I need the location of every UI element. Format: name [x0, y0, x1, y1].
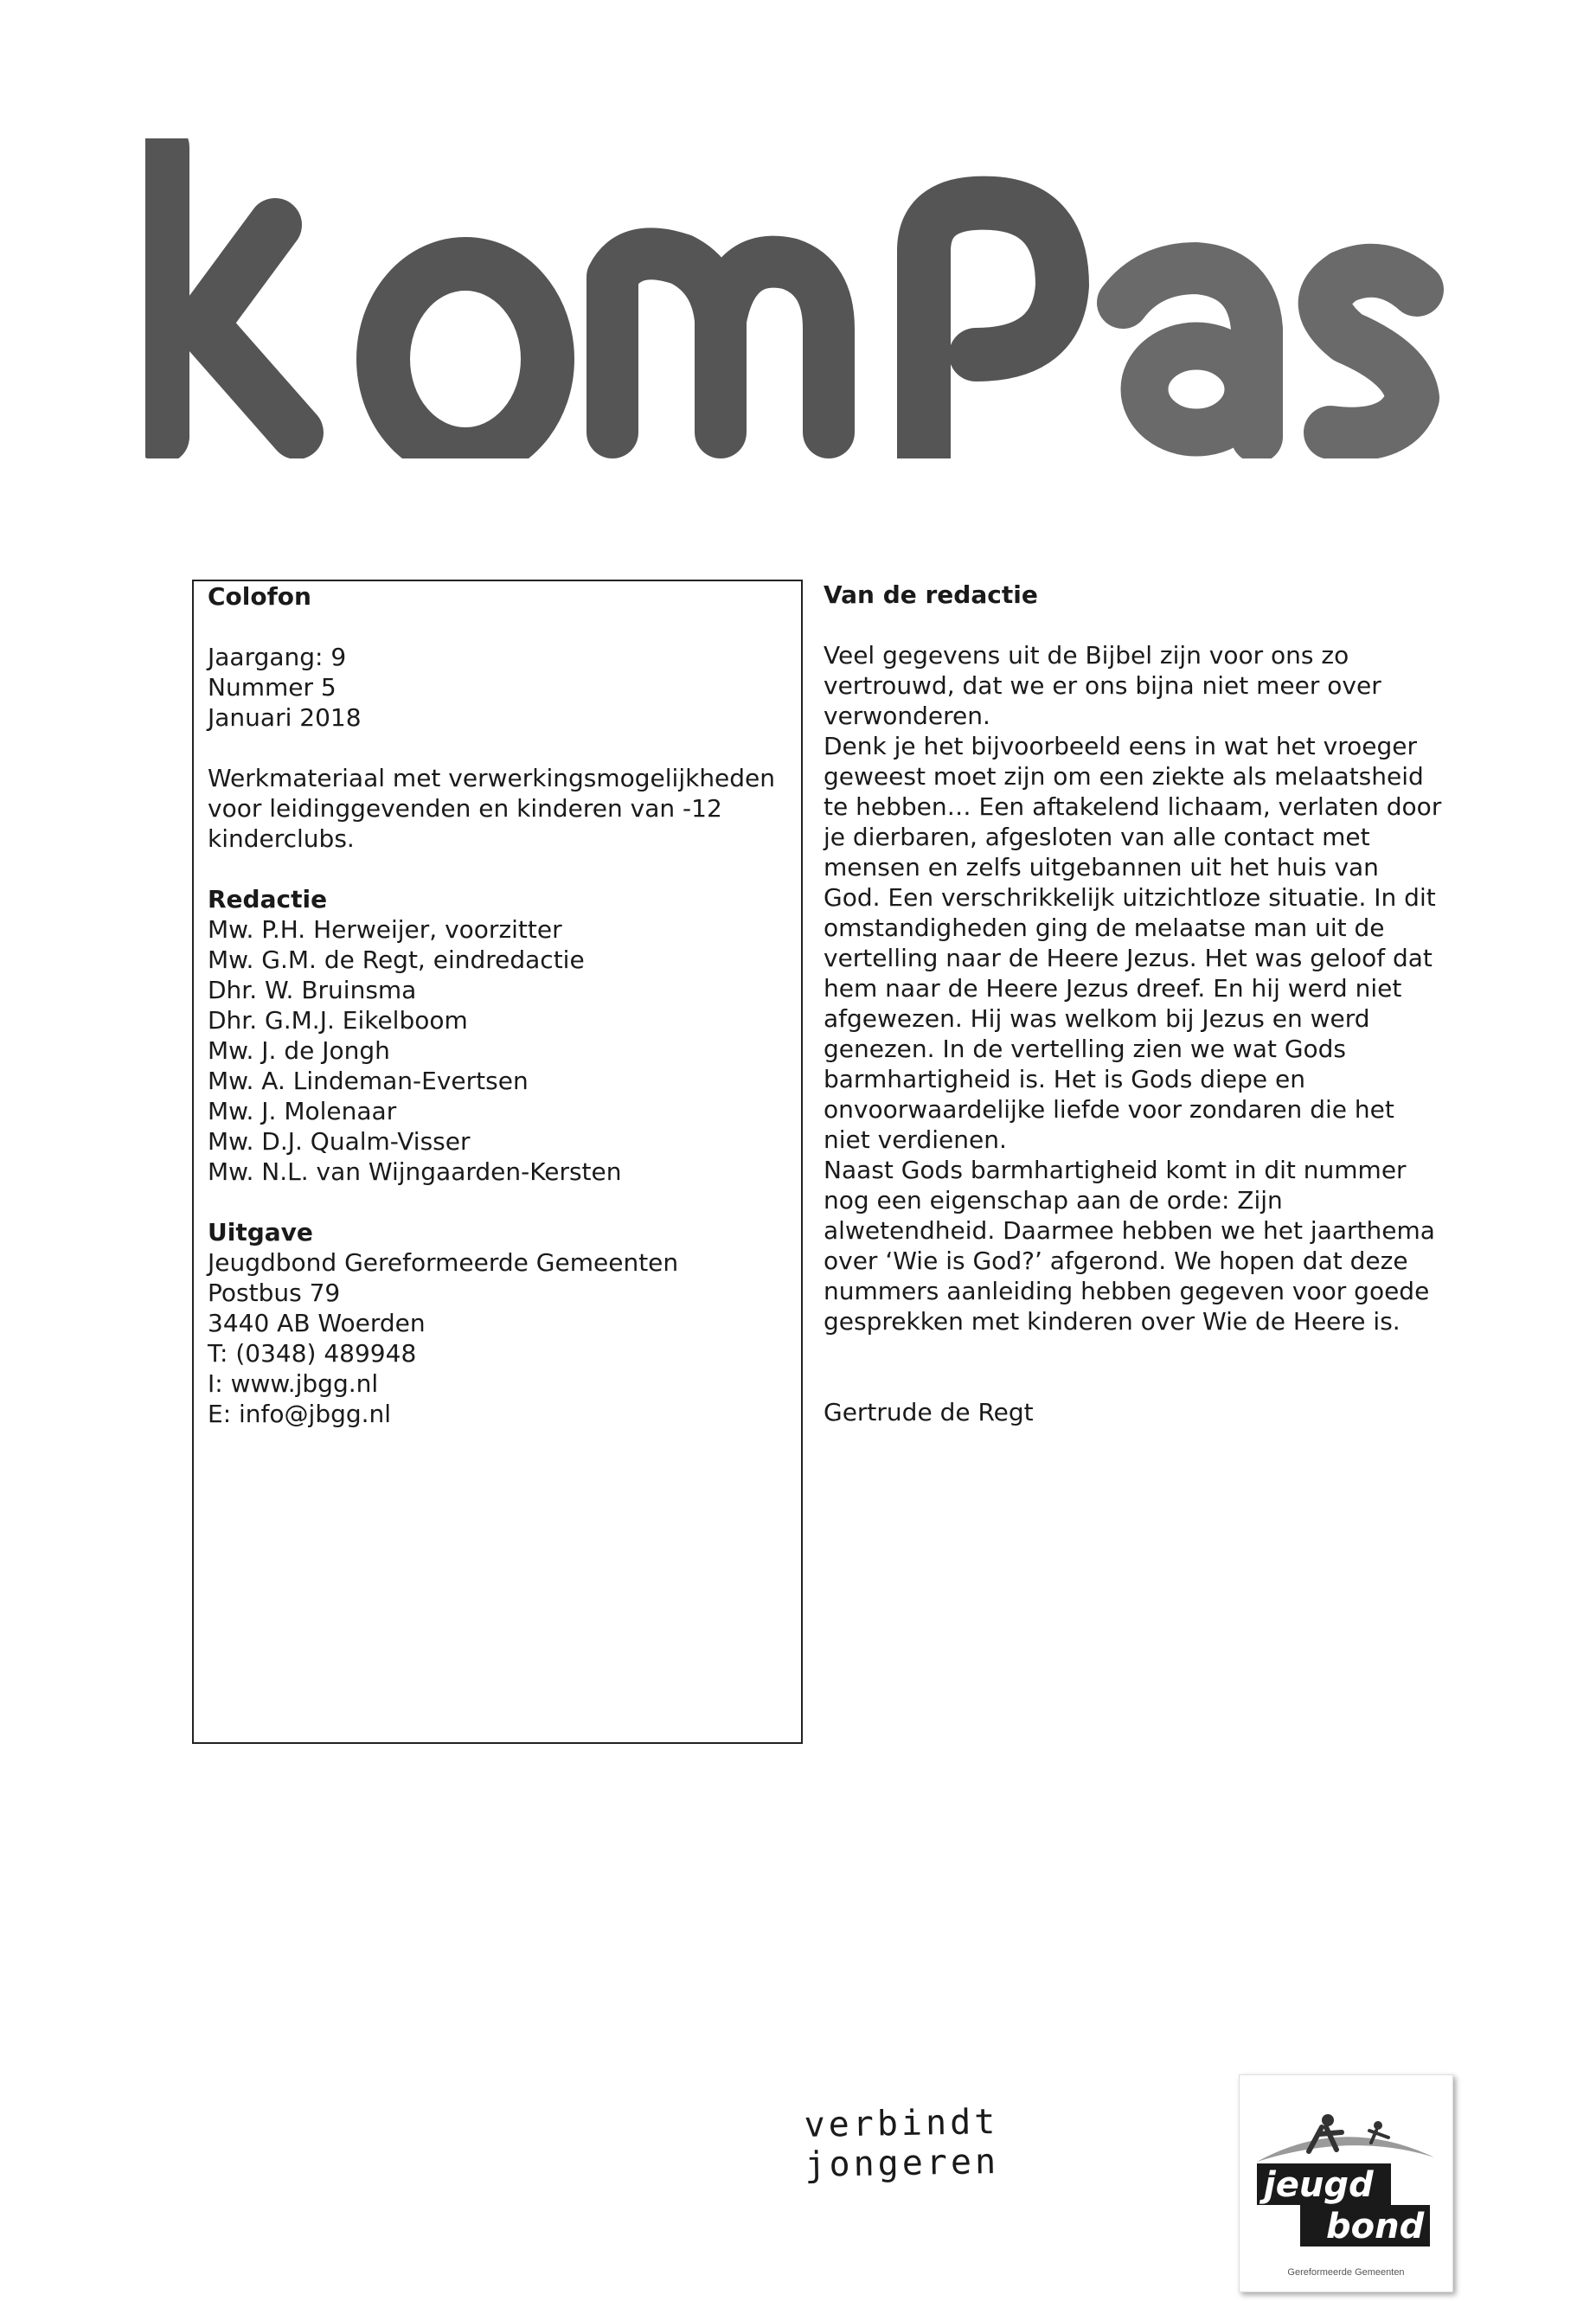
editorial-line: hem naar de Heere Jezus dreef. En hij werd niet	[824, 974, 1402, 1003]
redactie-member: Mw. G.M. de Regt, eindredactie	[208, 945, 585, 974]
postal-code-city: 3440 AB Woerden	[208, 1309, 426, 1337]
slogan-text: verbindt jongeren	[804, 2102, 1000, 2185]
editorial-line: nog een eigenschap aan de orde: Zijn	[824, 1186, 1283, 1215]
date-line: Januari 2018	[208, 703, 362, 732]
editorial-line: alwetendheid. Daarmee hebben we het jaarthema	[824, 1216, 1435, 1245]
masthead-logo	[145, 138, 1477, 458]
redactie-member: Mw. J. de Jongh	[208, 1036, 390, 1065]
editorial-line: omstandigheden ging de melaatse man uit de	[824, 913, 1385, 942]
editorial-line: Naast Gods barmhartigheid komt in dit nummer	[824, 1156, 1407, 1184]
colofon-panel	[192, 580, 803, 1744]
email-link[interactable]: E: info@jbgg.nl	[208, 1400, 392, 1428]
logo-subtitle: Gereformeerde Gemeenten	[1287, 2267, 1405, 2278]
editorial-line: verwonderen.	[824, 702, 990, 730]
volume-line: Jaargang: 9	[208, 643, 347, 671]
description-line: Werkmateriaal met verwerkingsmogelijkheden	[208, 764, 776, 792]
editorial-line: Denk je het bijvoorbeeld eens in wat het vroeger	[824, 732, 1417, 760]
editorial-line: over ‘Wie is God?’ afgerond. We hopen dat deze	[824, 1247, 1408, 1275]
editorial-heading: Van de redactie	[824, 580, 1038, 609]
redactie-member: Mw. P.H. Herweijer, voorzitter	[208, 915, 562, 944]
editorial-line: God. Een verschrikkelijk uitzichtloze situatie. In dit	[824, 883, 1436, 912]
editorial-line: mensen en zelfs uitgebannen uit het huis van	[824, 853, 1379, 881]
issue-line: Nummer 5	[208, 673, 337, 702]
editorial-line: barmhartigheid is. Het is Gods diepe en	[824, 1065, 1305, 1093]
editorial-signature: Gertrude de Regt	[824, 1398, 1034, 1426]
editorial-column	[824, 580, 1446, 1427]
editorial-line: nummers aanleiding hebben gegeven voor goede	[824, 1277, 1430, 1305]
website-link[interactable]: I: www.jbgg.nl	[208, 1369, 379, 1398]
editorial-line: te hebben… Een aftakelend lichaam, verlaten door	[824, 792, 1442, 821]
logo-word-bond: bond	[1326, 2207, 1425, 2247]
editorial-line: vertrouwd, dat we er ons bijna niet meer over	[824, 671, 1381, 700]
publisher-name: Jeugdbond Gereformeerde Gemeenten	[208, 1248, 679, 1277]
redactie-member: Mw. A. Lindeman-Evertsen	[208, 1067, 529, 1095]
logo-word-jeugd: jeugd	[1264, 2165, 1374, 2205]
redactie-member: Mw. J. Molenaar	[208, 1097, 397, 1125]
redactie-member: Mw. D.J. Qualm-Visser	[208, 1127, 471, 1156]
kompas-wordmark	[145, 138, 1477, 458]
editorial-line: genezen. In de vertelling zien we wat Gods	[824, 1035, 1347, 1063]
redactie-member: Mw. N.L. van Wijngaarden-Kersten	[208, 1157, 622, 1186]
colofon-heading: Colofon	[208, 582, 311, 611]
editorial-line: afgewezen. Hij was welkom bij Jezus en werd	[824, 1004, 1370, 1033]
slogan	[804, 2102, 1194, 2185]
description-line: voor leidinggevenden en kinderen van -12	[208, 794, 722, 823]
editorial-line: vertelling naar de Heere Jezus. Het was geloof dat	[824, 944, 1433, 972]
redactie-member: Dhr. W. Bruinsma	[208, 976, 417, 1004]
jeugdbond-logo	[1239, 2074, 1453, 2292]
editorial-line: Veel gegevens uit de Bijbel zijn voor ons zo	[824, 641, 1349, 670]
editorial-line: geweest moet zijn om een ziekte als melaatsheid	[824, 762, 1424, 791]
redactie-heading: Redactie	[208, 885, 328, 913]
description-line: kinderclubs.	[208, 824, 355, 853]
editorial-line: onvoorwaardelijke liefde voor zondaren die het	[824, 1095, 1394, 1124]
editorial-line: niet verdienen.	[824, 1125, 1007, 1154]
redactie-member: Dhr. G.M.J. Eikelboom	[208, 1006, 468, 1035]
phone-number: T: (0348) 489948	[208, 1339, 417, 1368]
jeugdbond-logo-icon	[1240, 2075, 1452, 2291]
editorial-line: je dierbaren, afgesloten van alle contact met	[824, 823, 1370, 851]
postal-address: Postbus 79	[208, 1279, 341, 1307]
uitgave-heading: Uitgave	[208, 1218, 313, 1247]
editorial-line: gesprekken met kinderen over Wie de Heere is.	[824, 1307, 1401, 1336]
